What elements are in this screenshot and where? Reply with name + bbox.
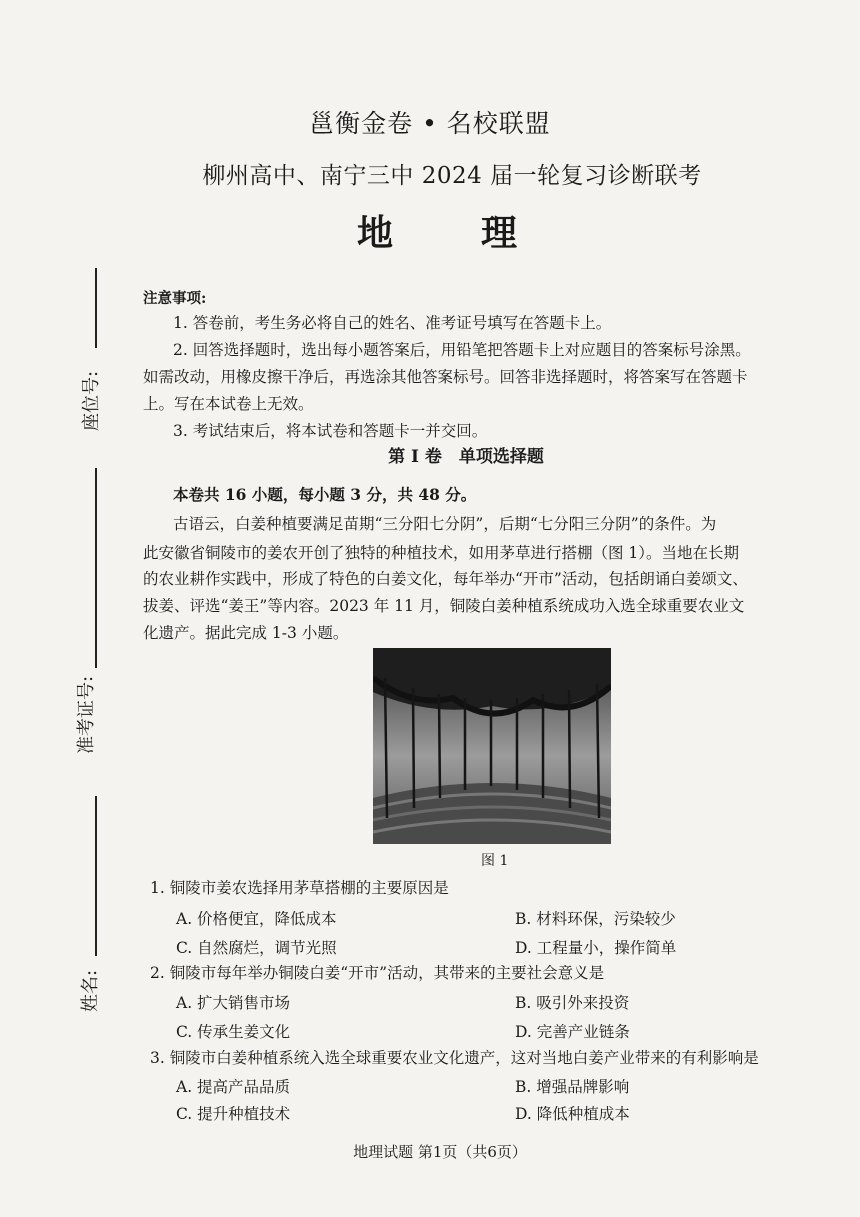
figure-caption: 图 1 xyxy=(481,853,509,869)
passage-line: 此安徽省铜陵市的姜农开创了独特的种植技术，如用茅草进行搭棚（图 1）。当地在长期 xyxy=(143,544,740,562)
option-c[interactable]: C. 提升种植技术 xyxy=(176,1105,291,1123)
option-d[interactable]: D. 降低种植成本 xyxy=(515,1105,630,1123)
section-title: 第 I 卷 单项选择题 xyxy=(388,447,544,467)
option-a[interactable]: A. 价格便宜，降低成本 xyxy=(176,910,337,928)
seat-label: 座位号: xyxy=(81,370,103,432)
notice-item: 2. 回答选择题时，选出每小题答案后，用铅笔把答题卡上对应题目的答案标号涂黑。 xyxy=(173,341,751,359)
option-b[interactable]: B. 吸引外来投资 xyxy=(515,994,630,1012)
section-intro: 本卷共 16 小题，每小题 3 分，共 48 分。 xyxy=(173,485,477,504)
name-label: 姓名: xyxy=(80,969,102,1013)
notice-title: 注意事项: xyxy=(143,290,207,307)
page-footer: 地理试题 第1页（共6页） xyxy=(353,1143,527,1161)
option-b[interactable]: B. 材料环保，污染较少 xyxy=(515,910,676,928)
exam-series: 邕衡金卷 • 名校联盟 xyxy=(309,109,551,138)
passage-line: 拔姜、评选“姜王”等内容。2023 年 11 月，铜陵白姜种植系统成功入选全球重要农业文 xyxy=(143,597,745,615)
exam-title: 柳州高中、南宁三中 2024 届一轮复习诊断联考 xyxy=(202,163,702,189)
notice-item: 1. 答卷前，考生务必将自己的姓名、准考证号填写在答题卡上。 xyxy=(173,314,612,332)
seat-line xyxy=(95,268,97,348)
option-a[interactable]: A. 提高产品品质 xyxy=(176,1078,291,1096)
notice-item: 3. 考试结束后，将本试卷和答题卡一并交回。 xyxy=(173,422,488,440)
subject-title: 地 理 xyxy=(356,212,543,254)
exam-no-line xyxy=(95,468,97,668)
option-c[interactable]: C. 传承生姜文化 xyxy=(176,1023,291,1041)
option-a[interactable]: A. 扩大销售市场 xyxy=(176,994,291,1012)
option-d[interactable]: D. 完善产业链条 xyxy=(515,1023,630,1041)
passage-line: 化遗产。据此完成 1-3 小题。 xyxy=(143,624,349,642)
passage-line: 古语云，白姜种植要满足苗期“三分阳七分阴”，后期“七分阳三分阴”的条件。为 xyxy=(173,515,717,533)
question-stem: 2. 铜陵市每年举办铜陵白姜“开市”活动，其带来的主要社会意义是 xyxy=(150,964,605,982)
notice-item: 如需改动，用橡皮擦干净后，再选涂其他答案标号。回答非选择题时，将答案写在答题卡 xyxy=(143,368,748,386)
name-line xyxy=(95,796,97,956)
option-b[interactable]: B. 增强品牌影响 xyxy=(515,1078,630,1096)
notice-item: 上。写在本试卷上无效。 xyxy=(143,395,314,413)
ginger-shed-photo xyxy=(373,648,611,844)
question-stem: 3. 铜陵市白姜种植系统入选全球重要农业文化遗产，这对当地白姜产业带来的有利影响是 xyxy=(150,1049,759,1067)
passage-line: 的农业耕作实践中，形成了特色的白姜文化，每年举办“开市”活动，包括朗诵白姜颂文、 xyxy=(143,570,748,588)
question-stem: 1. 铜陵市姜农选择用茅草搭棚的主要原因是 xyxy=(150,879,449,897)
ginger-shed-illustration xyxy=(373,648,611,844)
exam-no-label: 准考证号: xyxy=(76,675,98,755)
option-d[interactable]: D. 工程量小，操作简单 xyxy=(515,939,677,957)
option-c[interactable]: C. 自然腐烂，调节光照 xyxy=(176,939,337,957)
